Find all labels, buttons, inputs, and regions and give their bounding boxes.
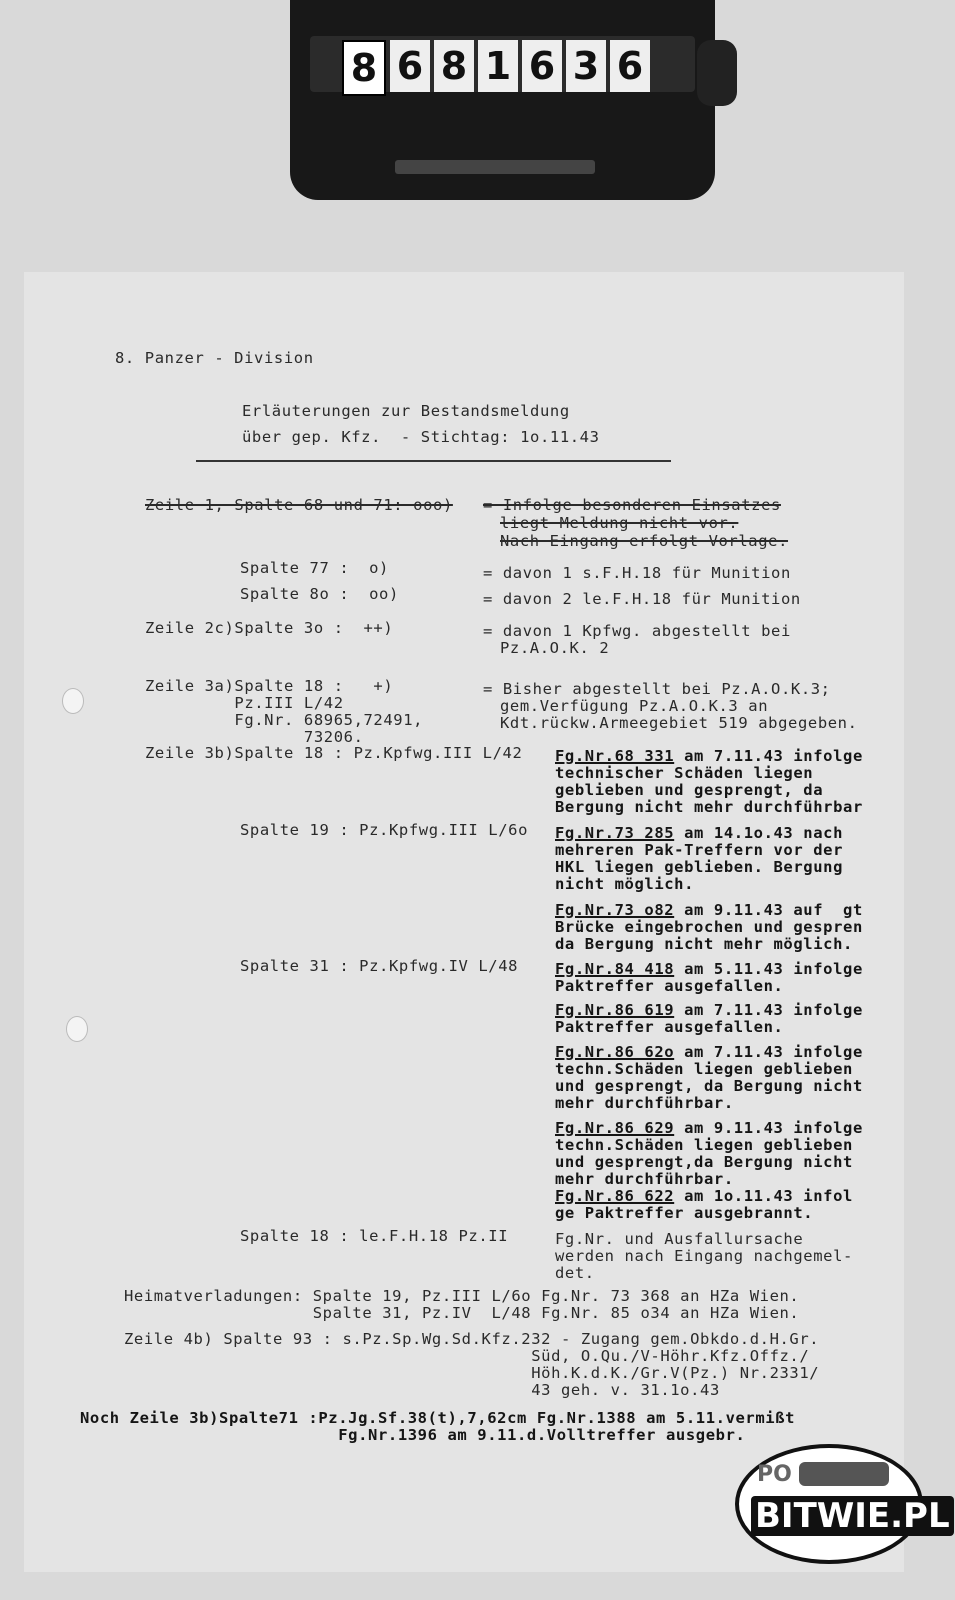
entry-text: am 7.11.43 infolge [674, 747, 863, 765]
entry-label: Pz.III L/42 [145, 694, 344, 712]
entry-text: ge Paktreffer ausgebrannt. [555, 1204, 814, 1222]
vehicle-number: Fg.Nr.86 62o [555, 1043, 675, 1061]
entry-text: Nach Eingang erfolgt Vorlage. [500, 532, 789, 550]
entry-text: = Infolge besonderen Einsatzes [483, 496, 781, 514]
entry-line: Höh.K.d.K./Gr.V(Pz.) Nr.2331/ [124, 1364, 820, 1382]
tank-icon [799, 1462, 889, 1486]
entry-text: am 5.11.43 infolge [674, 960, 863, 978]
entry-label: Spalte 19 : Pz.Kpfwg.III L/6o [240, 821, 529, 839]
watermark-logo [735, 1444, 950, 1564]
vehicle-number: Fg.Nr.73 285 [555, 824, 675, 842]
vehicle-number: Fg.Nr.68 331 [555, 747, 675, 765]
entry-text: Pz.A.O.K. 2 [500, 639, 610, 657]
entry-text: = Bisher abgestellt bei Pz.A.O.K.3; [483, 680, 831, 698]
entry-text: techn.Schäden liegen geblieben [555, 1060, 853, 1078]
entry-text: gem.Verfügung Pz.A.O.K.3 an [500, 697, 769, 715]
division-name: 8. Panzer - Division [115, 349, 314, 367]
entry-text: = davon 2 le.F.H.18 für Munition [483, 590, 801, 608]
document-subtitle: über gep. Kfz. - Stichtag: 1o.11.43 [242, 428, 600, 446]
counter-slot [395, 160, 595, 174]
shipment-line: Spalte 31, Pz.IV L/48 Fg.Nr. 85 o34 an HZa Wien. [124, 1304, 800, 1322]
entry-text: Paktreffer ausgefallen. [555, 1018, 784, 1036]
entry-label: 73206. [145, 728, 364, 746]
counter-digit: 6 [610, 40, 650, 92]
document-title: Erläuterungen zur Bestandsmeldung [242, 402, 570, 420]
counter-digit: 3 [566, 40, 606, 92]
entry-text: und gesprengt,da Bergung nicht [555, 1153, 853, 1171]
entry-text: mehreren Pak-Treffern vor der [555, 841, 844, 859]
punch-hole [66, 1016, 88, 1042]
entry-text: nicht möglich. [555, 875, 695, 893]
microfilm-frame-counter [290, 0, 715, 200]
counter-digits [342, 40, 650, 96]
entry-text: = davon 1 Kpfwg. abgestellt bei [483, 622, 791, 640]
entry-text: am 7.11.43 infolge [674, 1043, 863, 1061]
entry-text: da Bergung nicht mehr möglich. [555, 935, 853, 953]
entry-text: = davon 1 s.F.H.18 für Munition [483, 564, 791, 582]
entry-line: Süd, O.Qu./V-Höhr.Kfz.Offz./ [124, 1347, 810, 1365]
entry-text: Bergung nicht mehr durchführbar [555, 798, 863, 816]
entry-text: techn.Schäden liegen geblieben [555, 1136, 853, 1154]
addendum-line: Fg.Nr.1396 am 9.11.d.Volltreffer ausgebr. [80, 1426, 746, 1444]
addendum-line: Noch Zeile 3b)Spalte71 :Pz.Jg.Sf.38(t),7,62cm Fg.Nr.1388 am 5.11.vermißt [80, 1409, 796, 1427]
counter-digit: 6 [390, 40, 430, 92]
counter-knob [697, 40, 737, 106]
entry-text: am 9.11.43 infolge [674, 1119, 863, 1137]
logo-text: BITWIE.PL [751, 1496, 954, 1536]
counter-digit: 8 [434, 40, 474, 92]
counter-digit: 6 [522, 40, 562, 92]
shipment-line: Heimatverladungen: Spalte 19, Pz.III L/6o Fg.Nr. 73 368 an HZa Wien. [124, 1287, 800, 1305]
entry-label: Spalte 8o : oo) [240, 585, 399, 603]
counter-digit: 1 [478, 40, 518, 92]
entry-text: geblieben und gesprengt, da [555, 781, 824, 799]
entry-text: und gesprengt, da Bergung nicht [555, 1077, 863, 1095]
vehicle-number: Fg.Nr.84 418 [555, 960, 675, 978]
entry-text: am 1o.11.43 infol [674, 1187, 853, 1205]
entry-text: Brücke eingebrochen und gespren [555, 918, 863, 936]
entry-text: HKL liegen geblieben. Bergung [555, 858, 844, 876]
entry-label: Spalte 18 : le.F.H.18 Pz.II [240, 1227, 509, 1245]
entry-text: liegt Meldung nicht vor. [500, 514, 739, 532]
entry-text: det. [555, 1264, 595, 1282]
counter-prefix: 8 [342, 40, 386, 96]
entry-text: technischer Schäden liegen [555, 764, 814, 782]
logo-prefix: PO [757, 1462, 792, 1487]
entry-text: am 7.11.43 infolge [674, 1001, 863, 1019]
entry-text: am 14.1o.43 nach [674, 824, 844, 842]
entry-text: Kdt.rückw.Armeegebiet 519 abgegeben. [500, 714, 858, 732]
entry-label: Zeile 3b)Spalte 18 : Pz.Kpfwg.III L/42 [145, 744, 523, 762]
title-rule [196, 460, 671, 462]
entry-text: Fg.Nr. und Ausfallursache [555, 1230, 804, 1248]
entry-label: Zeile 2c)Spalte 3o : ++) [145, 619, 394, 637]
entry-label: Zeile 3a)Spalte 18 : +) [145, 677, 394, 695]
entry-text: Paktreffer ausgefallen. [555, 977, 784, 995]
vehicle-number: Fg.Nr.86 629 [555, 1119, 675, 1137]
entry-line: 43 geh. v. 31.1o.43 [124, 1381, 720, 1399]
entry-line: Zeile 4b) Spalte 93 : s.Pz.Sp.Wg.Sd.Kfz.232 - Zugang gem.Obkdo.d.H.Gr. [124, 1330, 820, 1348]
entry-label: Spalte 77 : o) [240, 559, 389, 577]
entry-label: Spalte 31 : Pz.Kpfwg.IV L/48 [240, 957, 519, 975]
entry-text: mehr durchführbar. [555, 1094, 734, 1112]
vehicle-number: Fg.Nr.73 o82 [555, 901, 675, 919]
entry-text: werden nach Eingang nachgemel- [555, 1247, 853, 1265]
entry-label: Fg.Nr. 68965,72491, [145, 711, 424, 729]
punch-hole [62, 688, 84, 714]
entry-text: am 9.11.43 auf gt [674, 901, 863, 919]
vehicle-number: Fg.Nr.86 622 [555, 1187, 675, 1205]
vehicle-number: Fg.Nr.86 619 [555, 1001, 675, 1019]
entry-label: Zeile 1, Spalte 68 und 71: ooo) [145, 496, 453, 514]
entry-text: mehr durchführbar. [555, 1170, 734, 1188]
